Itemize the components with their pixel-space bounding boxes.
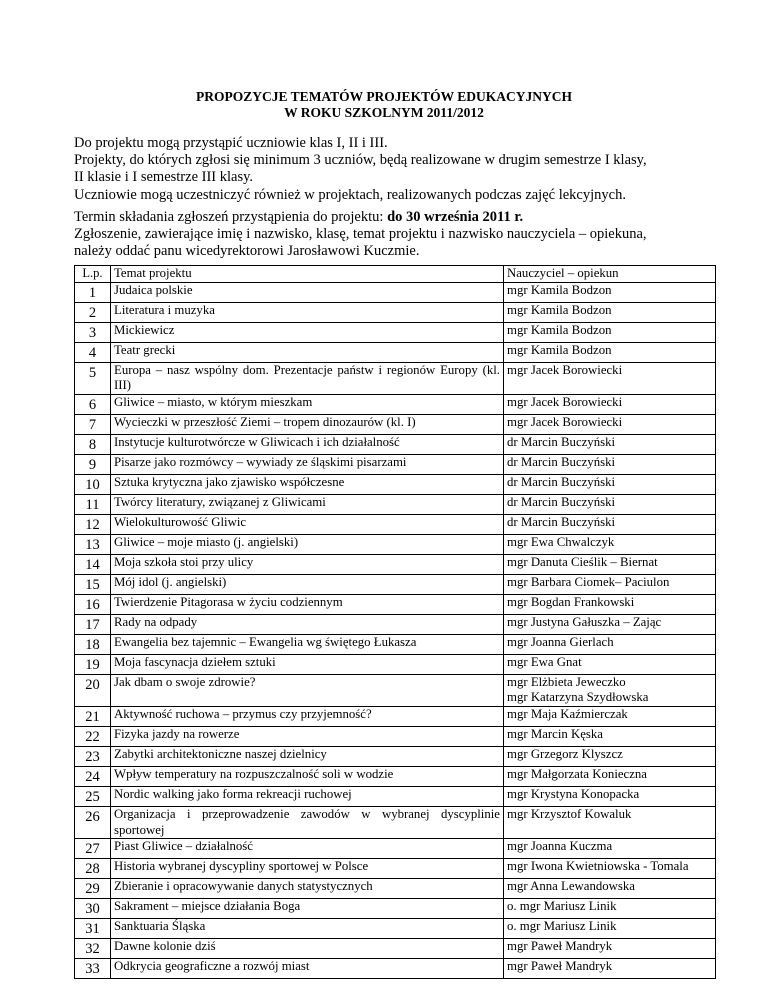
row-number: 2: [75, 302, 111, 322]
row-topic: Sakrament – miejsce działania Boga: [111, 899, 504, 919]
row-number: 21: [75, 706, 111, 726]
table-row: [75, 302, 716, 322]
row-topic: Teatr grecki: [111, 342, 504, 362]
deadline-line: [74, 209, 714, 226]
row-teacher: dr Marcin Buczyński: [504, 474, 716, 494]
header-number: L.p.: [75, 266, 111, 283]
row-teacher: mgr Kamila Bodzon: [504, 342, 716, 362]
row-teacher: mgr Barbara Ciomek– Paciulon: [504, 574, 716, 594]
row-number: 8: [75, 434, 111, 454]
row-teacher: mgr Joanna Gierlach: [504, 634, 716, 654]
row-number: 1: [75, 282, 111, 302]
header-topic: Temat projektu: [111, 266, 504, 283]
deadline-label: Termin składania zgłoszeń przystąpienia do projektu:: [74, 209, 388, 225]
row-number: 23: [75, 746, 111, 766]
row-topic: Jak dbam o swoje zdrowie?: [111, 674, 504, 706]
table-row: [75, 454, 716, 474]
table-row: [75, 394, 716, 414]
intro-paragraph: Do projektu mogą przystąpić uczniowie klas I, II i III.: [74, 135, 388, 151]
row-number: 29: [75, 879, 111, 899]
row-topic: Mój idol (j. angielski): [111, 574, 504, 594]
row-teacher: mgr Kamila Bodzon: [504, 302, 716, 322]
row-number: 25: [75, 786, 111, 806]
document-title-line1: PROPOZYCJE TEMATÓW PROJEKTÓW EDUKACYJNYCH: [196, 89, 572, 104]
row-teacher: dr Marcin Buczyński: [504, 454, 716, 474]
row-teacher: mgr Kamila Bodzon: [504, 282, 716, 302]
table-row: [75, 746, 716, 766]
row-teacher: mgr Iwona Kwietniowska - Tomala: [504, 859, 716, 879]
table-row: [75, 654, 716, 674]
table-row: [75, 362, 716, 394]
row-topic: Dawne kolonie dziś: [111, 939, 504, 959]
row-topic: Literatura i muzyka: [111, 302, 504, 322]
row-number: 14: [75, 554, 111, 574]
row-number: 19: [75, 654, 111, 674]
table-row: [75, 859, 716, 879]
header-teacher: Nauczyciel – opiekun: [504, 266, 716, 283]
intro-paragraph: II klasie i I semestrze III klasy.: [74, 169, 254, 186]
table-row: [75, 786, 716, 806]
row-number: 24: [75, 766, 111, 786]
row-teacher: mgr Krystyna Konopacka: [504, 786, 716, 806]
row-topic: Piast Gliwice – działalność: [111, 839, 504, 859]
document-title-line2: W ROKU SZKOLNYM 2011/2012: [284, 105, 484, 120]
row-number: 4: [75, 342, 111, 362]
row-number: 5: [75, 362, 111, 394]
row-teacher: dr Marcin Buczyński: [504, 494, 716, 514]
table-row: [75, 726, 716, 746]
table-row: [75, 282, 716, 302]
row-topic: Twierdzenie Pitagorasa w życiu codziennym: [111, 594, 504, 614]
row-number: 15: [75, 574, 111, 594]
table-row: [75, 634, 716, 654]
table-row: [75, 554, 716, 574]
row-teacher: [504, 674, 716, 706]
intro-paragraph: Uczniowie mogą uczestniczyć również w projektach, realizowanych podczas zajęć lekcyjnych.: [74, 186, 626, 203]
row-teacher: dr Marcin Buczyński: [504, 514, 716, 534]
table-row: [75, 574, 716, 594]
row-number: 13: [75, 534, 111, 554]
row-number: 32: [75, 939, 111, 959]
table-row: [75, 342, 716, 362]
row-topic: Instytucje kulturotwórcze w Gliwicach i ich działalność: [111, 434, 504, 454]
table-row: [75, 899, 716, 919]
row-number: 31: [75, 919, 111, 939]
row-number: 26: [75, 806, 111, 838]
table-row: [75, 514, 716, 534]
table-row: [75, 434, 716, 454]
deadline-block: [74, 209, 714, 261]
table-row: [75, 766, 716, 786]
table-row: [75, 322, 716, 342]
table-row: [75, 959, 716, 979]
row-topic: Odkrycia geograficzne a rozwój miast: [111, 959, 504, 979]
row-topic: Mickiewicz: [111, 322, 504, 342]
row-topic: Wielokulturowość Gliwic: [111, 514, 504, 534]
project-topics-table: [74, 265, 716, 979]
row-topic: Twórcy literatury, związanej z Gliwicami: [111, 494, 504, 514]
row-number: 28: [75, 859, 111, 879]
row-teacher: mgr Jacek Borowiecki: [504, 414, 716, 434]
row-teacher: mgr Krzysztof Kowaluk: [504, 806, 716, 838]
table-row: [75, 474, 716, 494]
submission-instructions: Zgłoszenie, zawierające imię i nazwisko, klasę, temat projektu i nazwisko nauczyciela – opiekuna,: [74, 226, 647, 243]
row-number: 20: [75, 674, 111, 706]
table-row: [75, 706, 716, 726]
row-topic: Sanktuaria Śląska: [111, 919, 504, 939]
row-number: 30: [75, 899, 111, 919]
row-teacher: mgr Danuta Cieślik – Biernat: [504, 554, 716, 574]
row-number: 6: [75, 394, 111, 414]
row-topic: Gliwice – miasto, w którym mieszkam: [111, 394, 504, 414]
row-topic: Gliwice – moje miasto (j. angielski): [111, 534, 504, 554]
intro-block: [74, 135, 714, 204]
row-topic: Zbieranie i opracowywanie danych statystycznych: [111, 879, 504, 899]
row-teacher: mgr Jacek Borowiecki: [504, 362, 716, 394]
row-teacher: dr Marcin Buczyński: [504, 434, 716, 454]
table-row: [75, 919, 716, 939]
table-row: [75, 806, 716, 838]
row-topic: Europa – nasz wspólny dom. Prezentacje państw i regionów Europy (kl. III): [111, 362, 504, 394]
row-topic: Nordic walking jako forma rekreacji ruchowej: [111, 786, 504, 806]
row-number: 3: [75, 322, 111, 342]
row-number: 16: [75, 594, 111, 614]
row-teacher: mgr Małgorzata Konieczna: [504, 766, 716, 786]
table-row: [75, 879, 716, 899]
row-number: 7: [75, 414, 111, 434]
row-topic: Rady na odpady: [111, 614, 504, 634]
row-number: 10: [75, 474, 111, 494]
row-teacher: mgr Ewa Chwalczyk: [504, 534, 716, 554]
row-number: 12: [75, 514, 111, 534]
row-teacher-primary: mgr Elżbieta Jeweczko: [507, 674, 626, 689]
submission-recipient: należy oddać panu wicedyrektorowi Jarosławowi Kuczmie.: [74, 243, 420, 260]
row-teacher: o. mgr Mariusz Linik: [504, 899, 716, 919]
row-teacher: o. mgr Mariusz Linik: [504, 919, 716, 939]
row-topic: Organizacja i przeprowadzenie zawodów w wybranej dyscyplinie sportowej: [111, 806, 504, 838]
row-teacher: mgr Marcin Kęska: [504, 726, 716, 746]
table-row: [75, 594, 716, 614]
row-topic: Aktywność ruchowa – przymus czy przyjemność?: [111, 706, 504, 726]
row-topic: Judaica polskie: [111, 282, 504, 302]
row-topic: Ewangelia bez tajemnic – Ewangelia wg świętego Łukasza: [111, 634, 504, 654]
deadline-value: do 30 września 2011 r.: [387, 209, 524, 225]
row-topic: Wycieczki w przeszłość Ziemi – tropem dinozaurów (kl. I): [111, 414, 504, 434]
row-topic: Moja fascynacja dziełem sztuki: [111, 654, 504, 674]
row-number: 22: [75, 726, 111, 746]
row-number: 27: [75, 839, 111, 859]
row-number: 33: [75, 959, 111, 979]
row-topic: Zabytki architektoniczne naszej dzielnicy: [111, 746, 504, 766]
row-number: 17: [75, 614, 111, 634]
row-number: 18: [75, 634, 111, 654]
row-teacher: mgr Maja Kaźmierczak: [504, 706, 716, 726]
intro-paragraph: Projekty, do których zgłosi się minimum 3 uczniów, będą realizowane w drugim semestrze I klasy,: [74, 152, 647, 169]
row-teacher: mgr Ewa Gnat: [504, 654, 716, 674]
row-teacher: mgr Justyna Gałuszka – Zając: [504, 614, 716, 634]
row-topic: Fizyka jazdy na rowerze: [111, 726, 504, 746]
row-number: 11: [75, 494, 111, 514]
row-topic: Sztuka krytyczna jako zjawisko współczesne: [111, 474, 504, 494]
table-row: [75, 414, 716, 434]
table-header-row: [75, 266, 716, 283]
table-row: [75, 494, 716, 514]
row-teacher: mgr Jacek Borowiecki: [504, 394, 716, 414]
row-teacher: mgr Anna Lewandowska: [504, 879, 716, 899]
row-topic: Pisarze jako rozmówcy – wywiady ze śląskimi pisarzami: [111, 454, 504, 474]
table-row: [75, 939, 716, 959]
row-teacher-secondary: mgr Katarzyna Szydłowska: [507, 690, 649, 705]
row-teacher: mgr Paweł Mandryk: [504, 939, 716, 959]
row-teacher: mgr Bogdan Frankowski: [504, 594, 716, 614]
table-row: [75, 674, 716, 706]
row-teacher: mgr Paweł Mandryk: [504, 959, 716, 979]
row-topic: Wpływ temperatury na rozpuszczalność soli w wodzie: [111, 766, 504, 786]
row-teacher: mgr Kamila Bodzon: [504, 322, 716, 342]
row-teacher: mgr Joanna Kuczma: [504, 839, 716, 859]
row-teacher: mgr Grzegorz Klyszcz: [504, 746, 716, 766]
row-topic: Moja szkoła stoi przy ulicy: [111, 554, 504, 574]
row-topic: Historia wybranej dyscypliny sportowej w Polsce: [111, 859, 504, 879]
row-number: 9: [75, 454, 111, 474]
table-row: [75, 534, 716, 554]
table-row: [75, 839, 716, 859]
table-row: [75, 614, 716, 634]
